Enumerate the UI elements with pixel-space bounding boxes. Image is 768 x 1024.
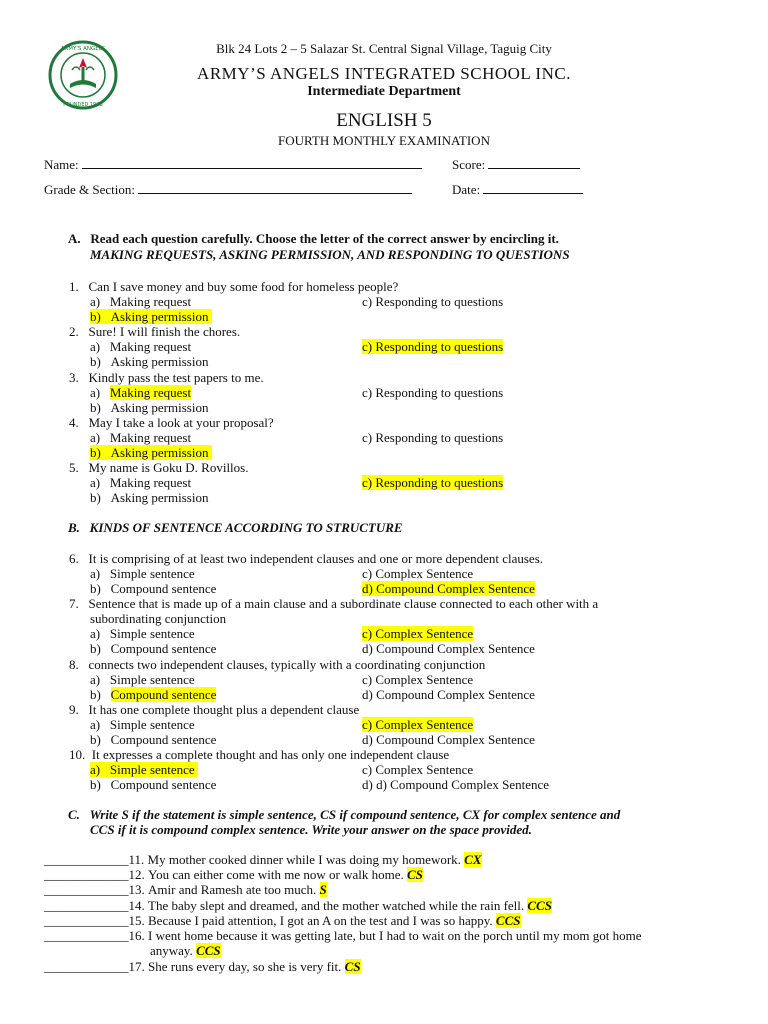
item-17: _____________17. She runs every day, so she is very fit. CS bbox=[44, 959, 361, 974]
question-2: 2. Sure! I will finish the chores. bbox=[69, 324, 241, 339]
option[interactable]: d) Compound Complex Sentence bbox=[362, 641, 535, 656]
answer: CCS bbox=[196, 943, 221, 958]
answer-blank[interactable]: _____________ bbox=[44, 959, 129, 974]
option[interactable]: d) Compound Complex Sentence bbox=[362, 732, 535, 747]
answer: S bbox=[319, 882, 327, 897]
option[interactable]: c) Complex Sentence bbox=[362, 762, 474, 777]
score-label: Score: bbox=[452, 157, 486, 172]
option[interactable]: b) Compound sentence bbox=[90, 732, 217, 747]
option[interactable]: b) Compound sentence bbox=[90, 777, 217, 792]
name-field bbox=[44, 156, 422, 173]
answer: CCS bbox=[527, 898, 552, 913]
answer: CS bbox=[406, 867, 423, 882]
grade-line[interactable] bbox=[138, 181, 412, 194]
option[interactable]: c) Responding to questions bbox=[362, 339, 504, 354]
option[interactable]: a) Simple sentence bbox=[90, 762, 198, 778]
grade-label: Grade & Section: bbox=[44, 182, 135, 197]
name-label: Name: bbox=[44, 157, 79, 172]
option[interactable]: a) Simple sentence bbox=[90, 626, 195, 641]
item-16: _____________16. I went home because it was getting late, but I had to wait on the porch until my mom got home bbox=[44, 928, 642, 943]
section-a-title: MAKING REQUESTS, ASKING PERMISSION, AND RESPONDING TO QUESTIONS bbox=[90, 247, 570, 262]
option[interactable]: c) Complex Sentence bbox=[362, 626, 474, 641]
item-14: _____________14. The baby slept and dreamed, and the mother watched while the rain fell. CCS bbox=[44, 898, 552, 913]
item-15: _____________15. Because I paid attention, I got an A on the test and I was so happy. CCS bbox=[44, 913, 521, 928]
question-4: 4. May I take a look at your proposal? bbox=[69, 415, 274, 430]
section-a-instruction: A. Read each question carefully. Choose the letter of the correct answer by encircling it. bbox=[68, 231, 559, 246]
answer: CS bbox=[344, 959, 361, 974]
question-8: 8. connects two independent clauses, typically with a coordinating conjunction bbox=[69, 657, 486, 672]
item-13: _____________13. Amir and Ramesh ate too much. S bbox=[44, 882, 327, 897]
answer: CX bbox=[464, 852, 482, 867]
question-1: 1. Can I save money and buy some food for homeless people? bbox=[69, 279, 399, 294]
answer-blank[interactable]: _____________ bbox=[44, 867, 129, 882]
answer-blank[interactable]: _____________ bbox=[44, 852, 129, 867]
option[interactable]: c) Complex Sentence bbox=[362, 566, 474, 581]
department: Intermediate Department bbox=[307, 84, 461, 99]
school-address: Blk 24 Lots 2 – 5 Salazar St. Central Signal Village, Taguig City bbox=[216, 41, 552, 56]
option[interactable]: a) Making request bbox=[90, 430, 192, 445]
option[interactable]: b) Asking permission bbox=[90, 400, 209, 415]
question-6: 6. It is comprising of at least two independent clauses and one or more dependent clauses. bbox=[69, 551, 544, 566]
option[interactable]: c) Complex Sentence bbox=[362, 717, 474, 732]
option[interactable]: a) Making request bbox=[90, 339, 192, 354]
item-16-cont: anyway. CCS bbox=[150, 943, 221, 958]
score-field bbox=[452, 156, 580, 173]
date-field bbox=[452, 181, 583, 198]
option[interactable]: d) Compound Complex Sentence bbox=[362, 581, 535, 596]
option[interactable]: b) Asking permission bbox=[90, 354, 209, 369]
item-11: _____________11. My mother cooked dinner while I was doing my homework. CX bbox=[44, 852, 482, 867]
option[interactable]: c) Responding to questions bbox=[362, 294, 504, 309]
option[interactable]: b) Asking permission bbox=[90, 309, 212, 325]
grade-field bbox=[44, 181, 412, 198]
option[interactable]: a) Making request bbox=[90, 294, 192, 309]
option[interactable]: a) Making request bbox=[90, 475, 192, 490]
item-12: _____________12. You can either come with me now or walk home. CS bbox=[44, 867, 423, 882]
option[interactable]: c) Responding to questions bbox=[362, 430, 504, 445]
question-5: 5. My name is Goku D. Rovillos. bbox=[69, 460, 249, 475]
option[interactable]: d) d) Compound Complex Sentence bbox=[362, 777, 550, 792]
option[interactable]: b) Compound sentence bbox=[90, 581, 217, 596]
question-7-cont: subordinating conjunction bbox=[90, 611, 227, 626]
date-label: Date: bbox=[452, 182, 481, 197]
exam-title: FOURTH MONTHLY EXAMINATION bbox=[278, 133, 490, 148]
option[interactable]: c) Complex Sentence bbox=[362, 672, 474, 687]
question-3: 3. Kindly pass the test papers to me. bbox=[69, 370, 264, 385]
svg-text:FOUNDED 1998: FOUNDED 1998 bbox=[63, 102, 103, 108]
answer: CCS bbox=[495, 913, 521, 928]
section-b-title: B. KINDS OF SENTENCE ACCORDING TO STRUCTURE bbox=[68, 520, 403, 535]
option[interactable]: c) Responding to questions bbox=[362, 475, 504, 490]
section-c-instruction: C. Write S if the statement is simple sentence, CS if compound sentence, CX for complex sentence and bbox=[68, 807, 621, 822]
question-10: 10. It expresses a complete thought and has only one independent clause bbox=[69, 747, 450, 762]
option[interactable]: a) Making request bbox=[90, 385, 192, 400]
name-line[interactable] bbox=[82, 156, 422, 169]
question-7: 7. Sentence that is made up of a main clause and a subordinate clause connected to each other with a bbox=[69, 596, 599, 611]
school-name: ARMY’S ANGELS INTEGRATED SCHOOL INC. bbox=[197, 64, 571, 83]
svg-text:ARMY'S ANGELS: ARMY'S ANGELS bbox=[60, 46, 106, 52]
answer-blank[interactable]: _____________ bbox=[44, 928, 129, 943]
option[interactable]: a) Simple sentence bbox=[90, 717, 195, 732]
answer-blank[interactable]: _____________ bbox=[44, 882, 129, 897]
date-line[interactable] bbox=[483, 181, 583, 194]
section-c-instruction-2: CCS if it is compound complex sentence. Write your answer on the space provided. bbox=[90, 822, 532, 837]
subject-title: ENGLISH 5 bbox=[336, 110, 432, 131]
option[interactable]: b) Compound sentence bbox=[90, 687, 217, 702]
answer-blank[interactable]: _____________ bbox=[44, 898, 129, 913]
option[interactable]: b) Compound sentence bbox=[90, 641, 217, 656]
option[interactable]: b) Asking permission bbox=[90, 490, 209, 505]
score-line[interactable] bbox=[488, 156, 580, 169]
option[interactable]: a) Simple sentence bbox=[90, 672, 195, 687]
answer-blank[interactable]: _____________ bbox=[44, 913, 129, 928]
option[interactable]: a) Simple sentence bbox=[90, 566, 195, 581]
option[interactable]: d) Compound Complex Sentence bbox=[362, 687, 535, 702]
option[interactable]: b) Asking permission bbox=[90, 445, 212, 461]
question-9: 9. It has one complete thought plus a dependent clause bbox=[69, 702, 360, 717]
option[interactable]: c) Responding to questions bbox=[362, 385, 504, 400]
